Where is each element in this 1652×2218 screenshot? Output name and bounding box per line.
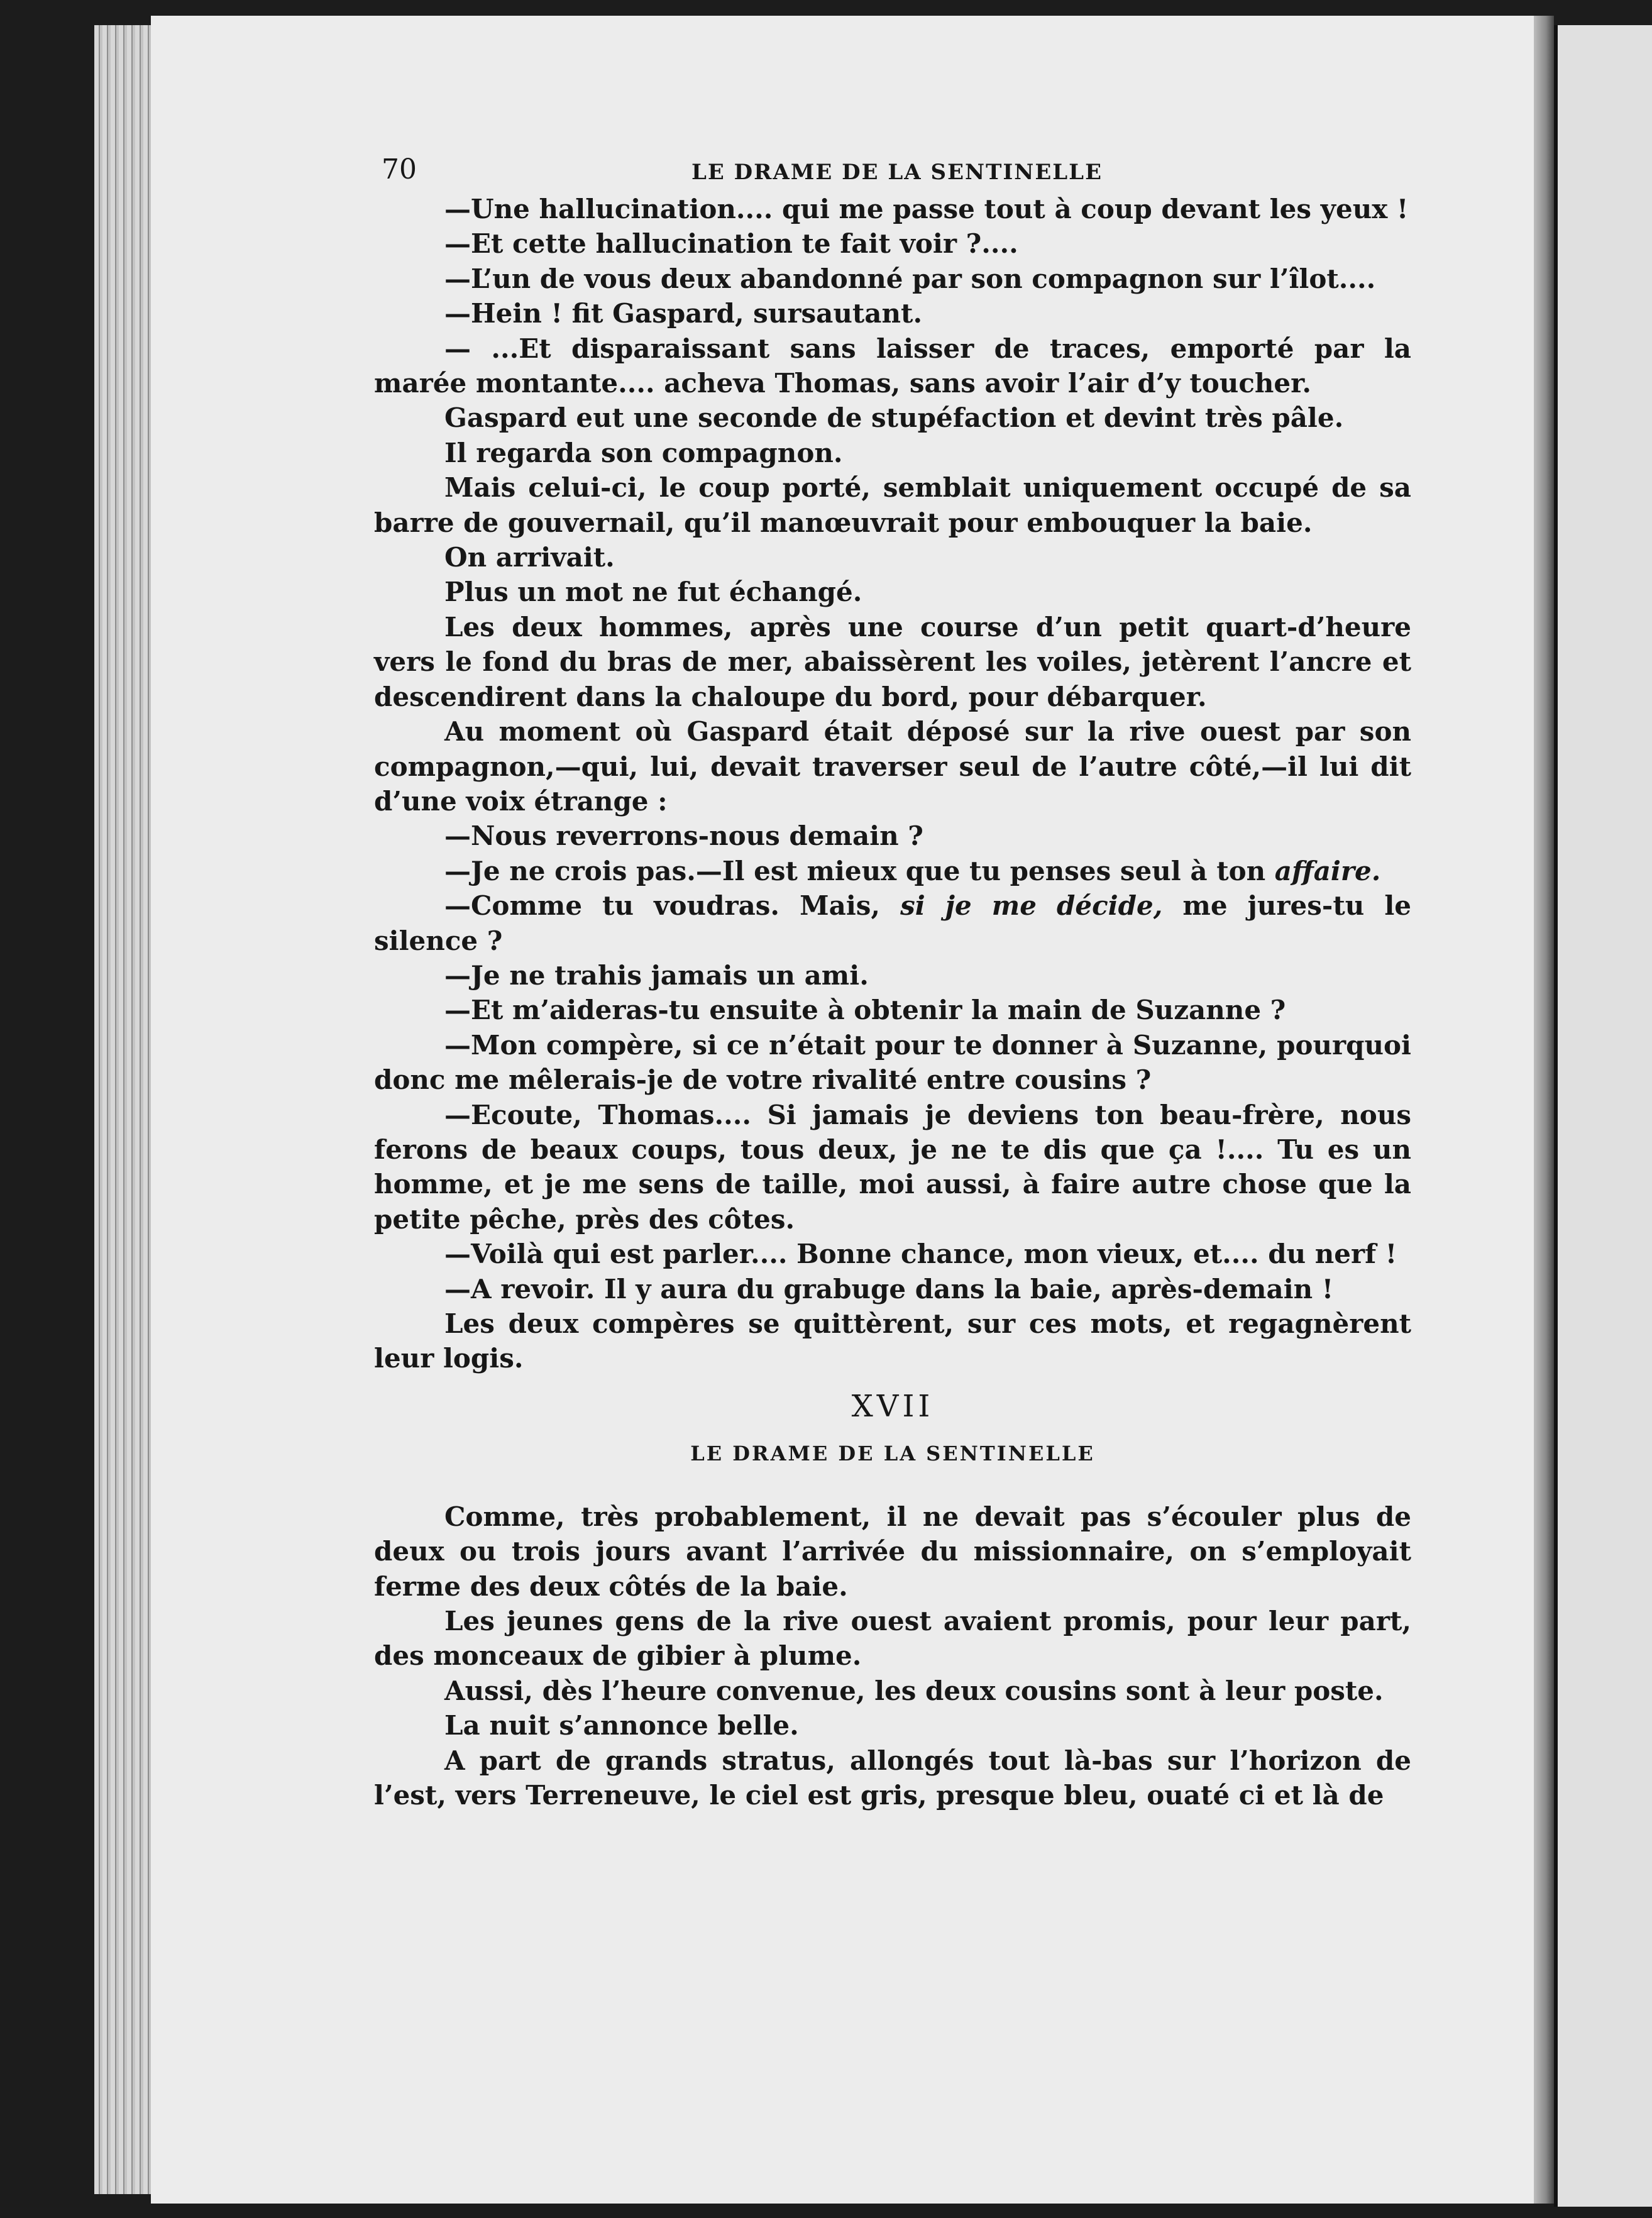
paragraph: Mais celui-ci, le coup porté, semblait uniquement occupé de sa barre de gouvernail, qu’il manœuvrait pour embouquer la baie.	[374, 472, 1411, 538]
text-run: —Je ne crois pas.—Il est mieux que tu penses seul à ton	[444, 855, 1275, 886]
paragraph: —Ecoute, Thomas.... Si jamais je deviens ton beau-frère, nous ferons de beaux coups, tous deux, je ne te dis que ça !.... Tu es un homme, et je me sens de taille, moi aussi, à faire autre chose que la petite pêche, près des côtes.	[374, 1099, 1411, 1235]
paragraph: Il regarda son compagnon.	[444, 437, 843, 468]
text-block-before	[374, 192, 1411, 854]
text-run: me jures-tu le silence ?	[374, 890, 1412, 956]
paragraph: La nuit s’annonce belle.	[444, 1710, 799, 1741]
facing-page-edge	[1554, 25, 1652, 2207]
paragraph: —Je ne trahis jamais un ami.	[444, 959, 869, 991]
book-gutter	[1534, 16, 1554, 2204]
paragraph: Comme, très probablement, il ne devait pas s’écouler plus de deux ou trois jours avant l’arrivée du missionnaire, on s’employait ferme des deux côtés de la baie.	[374, 1501, 1411, 1602]
italic-text: si je me décide,	[900, 890, 1163, 922]
page-header	[374, 148, 1411, 192]
paragraph: —A revoir. Il y aura du grabuge dans la baie, après-demain !	[444, 1273, 1334, 1305]
paragraph-affaire	[374, 854, 1411, 888]
paragraph: Les jeunes gens de la rive ouest avaient promis, pour leur part, des monceaux de gibier à plume.	[374, 1606, 1411, 1672]
italic-text: affaire.	[1274, 855, 1381, 886]
paragraph-decide	[374, 888, 1411, 958]
paragraph: —Nous reverrons-nous demain ?	[444, 820, 923, 852]
paragraph: Plus un mot ne fut échangé.	[444, 577, 862, 608]
page-number: 70	[382, 153, 417, 185]
text-block-after	[374, 1499, 1411, 1813]
paragraph: On arrivait.	[444, 542, 615, 573]
paragraph: — ...Et disparaissant sans laisser de traces, emporté par la marée montante.... acheva Thomas, sans avoir l’air d’y toucher.	[374, 333, 1411, 399]
paragraph: —Mon compère, si ce n’était pour te donner à Suzanne, pourquoi donc me mêlerais-je de votre rivalité entre cousins ?	[374, 1029, 1411, 1096]
paragraph: —Une hallucination.... qui me passe tout à coup devant les yeux !	[444, 194, 1409, 224]
paragraph: Gaspard eut une seconde de stupéfaction et devint très pâle.	[444, 402, 1344, 434]
paragraph: Aussi, dès l’heure convenue, les deux cousins sont à leur poste.	[444, 1675, 1384, 1706]
paragraph: Les deux hommes, après une course d’un petit quart-d’heure vers le fond du bras de mer, abaissèrent les voiles, jetèrent l’ancre et descendirent dans la chaloupe du bord, pour débarquer.	[374, 611, 1411, 712]
paragraph: Au moment où Gaspard était déposé sur la rive ouest par son compagnon,—qui, lui, devait traverser seul de l’autre côté,—il lui dit d’une voix étrange :	[374, 716, 1411, 817]
page-content	[374, 148, 1411, 1812]
paragraph: —Et m’aideras-tu ensuite à obtenir la main de Suzanne ?	[444, 995, 1286, 1026]
paragraph: —L’un de vous deux abandonné par son compagnon sur l’îlot....	[444, 263, 1376, 294]
paragraph: —Hein ! fit Gaspard, sursautant.	[444, 298, 923, 329]
paragraph: —Et cette hallucination te fait voir ?....	[444, 228, 1018, 260]
book-page-edges	[94, 25, 154, 2194]
running-head: LE DRAME DE LA SENTINELLE	[691, 160, 1103, 185]
text-run: —Comme tu voudras. Mais,	[444, 890, 901, 922]
text-block-middle	[374, 958, 1411, 1376]
chapter-number: XVII	[851, 1388, 934, 1424]
chapter-title: LE DRAME DE LA SENTINELLE	[690, 1441, 1095, 1465]
paragraph: Les deux compères se quittèrent, sur ces mots, et regagnèrent leur logis.	[374, 1308, 1411, 1374]
paragraph: —Voilà qui est parler.... Bonne chance, mon vieux, et.... du nerf !	[444, 1239, 1397, 1270]
paragraph: A part de grands stratus, allongés tout là-bas sur l’horizon de l’est, vers Terreneuve, le ciel est gris, presque bleu, ouaté ci et là de	[374, 1745, 1411, 1811]
